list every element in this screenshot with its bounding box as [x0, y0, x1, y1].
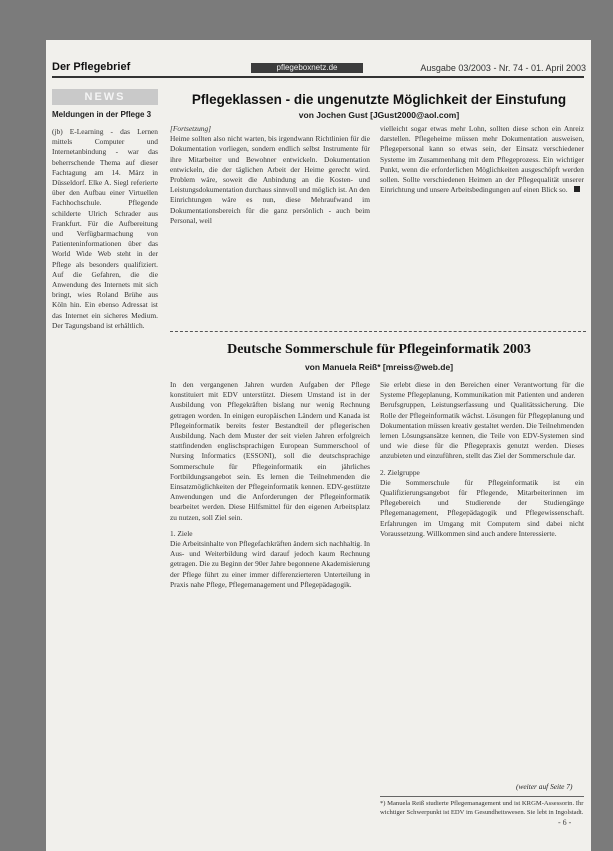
section-heading-zielgruppe: 2. Zielgruppe: [380, 467, 420, 477]
article-1-col1-text: Heime sollten also nicht warten, bis irgendwann Richtlinien für die Dokumentation vorliegen, sondern endlich selbst Instrumente für ihre Mitarbeiter und Bewohner entwickeln. Dokumentation entwickeln, die der täglichen Arbeit der Heime gerecht wird. Problem wäre, soweit die Anbindung an die Kosten- und Leistungsdokumentation durchaus sinnvoll und möglich ist. An den Einrichtungen wäre es nun, diese Mehraufwand im Dokumentationsbereich für die ganz persönlich - auch beim Personal, weil: [170, 134, 370, 225]
end-of-article-mark: [574, 186, 580, 192]
news-badge: NEWS: [52, 89, 158, 105]
sidebar-text: (jb) E-Learning - das Lernen mittels Computer und Internetanbindung - war das beherrschende Thema auf dieser Fachtagung am 14. März in Düsseldorf. Elke A. Siegl referierte über den Aufbau einer Virtuellen Fachhochschule. Pflegende schilderte Ulrich Schrader aus Frankfurt. Für die Aufbereitung und Verfügbarmachung von Patienteninformationen über das World Wide Web steht in der Pflege als besonders qualifiziert. Auf die Gefahren, die die Anwendung des Internets mit sich bringt, wies Roland Brühe aus Köln hin. Ein ebenso Adressat ist das Internet ein sicheres Medium. Der Tagungsband ist erhältlich.: [52, 127, 158, 330]
article-1-byline: von Jochen Gust [JGust2000@aol.com]: [298, 110, 460, 120]
article-2-column-1: [170, 380, 370, 838]
newsletter-name: Der Pflegebrief: [52, 61, 131, 73]
masthead: [46, 40, 591, 73]
article-1-col2-text: vielleicht sogar etwas mehr Lohn, sollten diese schon ein Anreiz darstellen. Pflegeheime müssen mehr Dokumentation ausweisen, Pflegepersonal kann so etwas sein, der Einsatz verschiedener Systeme im Zusammenhang mit dem Pflegeprozess. Ein wichtiger Punkt, wenn die erforderlichen Möglichkeiten ausgeschöpft werden sollen. Sollte verschiedenen Heimen an der Pflegequalität unserer Einrichtung und unsere Arbeitsbedingungen auf einen Blick so.: [380, 124, 584, 195]
article-2-title: Deutsche Sommerschule für Pflegeinformatik 2003: [227, 342, 531, 357]
article-2-column-2: [380, 380, 584, 780]
article-divider: [170, 331, 586, 332]
sidebar-heading: Meldungen in der Pflege 3: [52, 110, 152, 119]
section-text-ziele: Die Arbeitsinhalte von Pflegefachkräften ändern sich nachhaltig. In Aus- und Weiterbildung wird darauf jedoch kaum Rechnung getragen. Die zu Beginn der 90er Jahre begonnene Akademisierung der Pflege führt zu einer immer differenzierteren Unterteilung in Praxis nahe Pflege, Pflegemanagement und Pflegepädagogik.: [170, 539, 370, 589]
issue-info: Ausgabe 03/2003 - Nr. 74 - 01. April 2003: [420, 63, 586, 73]
article-1-column-1: [170, 124, 370, 326]
newsletter-page: [46, 40, 591, 851]
article-1-kicker: [Fortsetzung]: [170, 124, 212, 133]
section-text-zielgruppe: Die Sommerschule für Pflegeinformatik ist ein Qualifizierungsangebot für Pflegende, Mitarbeiterinnen im Pflegebereich und Studierende der Studiengänge Pflegemanagement, Pflegepädagogik und Pflegewissenschaft. Erfahrungen im Umgang mit Computern sind dabei nicht Voraussetzung. Willkommen sind auch andere Interessierte.: [380, 477, 584, 538]
continued-note: (weiter auf Seite 7): [516, 782, 573, 791]
news-sidebar: [52, 89, 158, 849]
article-1-column-2: [380, 124, 584, 326]
article-1-title: Pflegeklassen - die ungenutzte Möglichkeit der Einstufung: [191, 92, 567, 107]
article-2-col1-text: In den vergangenen Jahren wurden Aufgaben der Pflege konstituiert mit EDV unterstützt. Diesem Umstand ist in der Ausbildung von Pflegekräften bislang nur wenig Rechnung getragen worden. In einigen europäischen Ländern und Kanada ist Pflegeinformatik bereits fester Bestandteil der pflegerischen Ausbildung. Nach dem Muster der seit vielen Jahren erfolgreich stattfindenden englischsprachigen European Summerschool of Nursing Informatics (ESSONI), soll die deutschsprachige Sommerschule für Pflegeinformatik ein jährliches Fortbildungsangebot sein. Es lernen die Teilnehmenden die Einsatzmöglichkeiten der Pflegeinformatik kennen. EDV-gestützte Anwendungen und die Anforderungen der Pflegeinformatik bearbeitet werden. Diese Hilfsmittel für den eigenen Arbeitsplatz zu nutzen, soll Ziel sein.: [170, 380, 370, 522]
masthead-rule: [52, 76, 584, 78]
article-2-col2-text: Sie erlebt diese in den Bereichen einer Verantwortung für die Systeme Pflegeplanung, Kommunikation mit Patienten und anderen Berufsgruppen, Leistungserfassung und Qualitätssicherung. Die Rolle der Pflegeinformatik wächst. Lösungen für Pflegeplanung und Dokumentation müssen kreativ gestaltet werden. Die Teilnehmenden lernen Lösungsansätze kennen, die Teile von EDV-Systemen sind und wie diese für die Pflegepraxis genutzt werden. Dieses anzubieten und einzuführen, stellt das Ziel der Sommerschule dar.: [380, 380, 584, 461]
article-2-byline: von Manuela Reiß* [mreiss@web.de]: [304, 362, 454, 372]
website-badge: pflegeboxnetz.de: [251, 63, 363, 73]
author-footnote: *) Manuela Reiß studierte Pflegemanagement und ist KRGM-Assessorin. Ihr wichtiger Schwerpunkt ist EDV im Gesundheitswesen. Sie lebt in Ingolstadt.: [380, 796, 584, 842]
section-heading-ziele: 1. Ziele: [170, 528, 193, 538]
page-number: - 6 -: [558, 818, 572, 827]
